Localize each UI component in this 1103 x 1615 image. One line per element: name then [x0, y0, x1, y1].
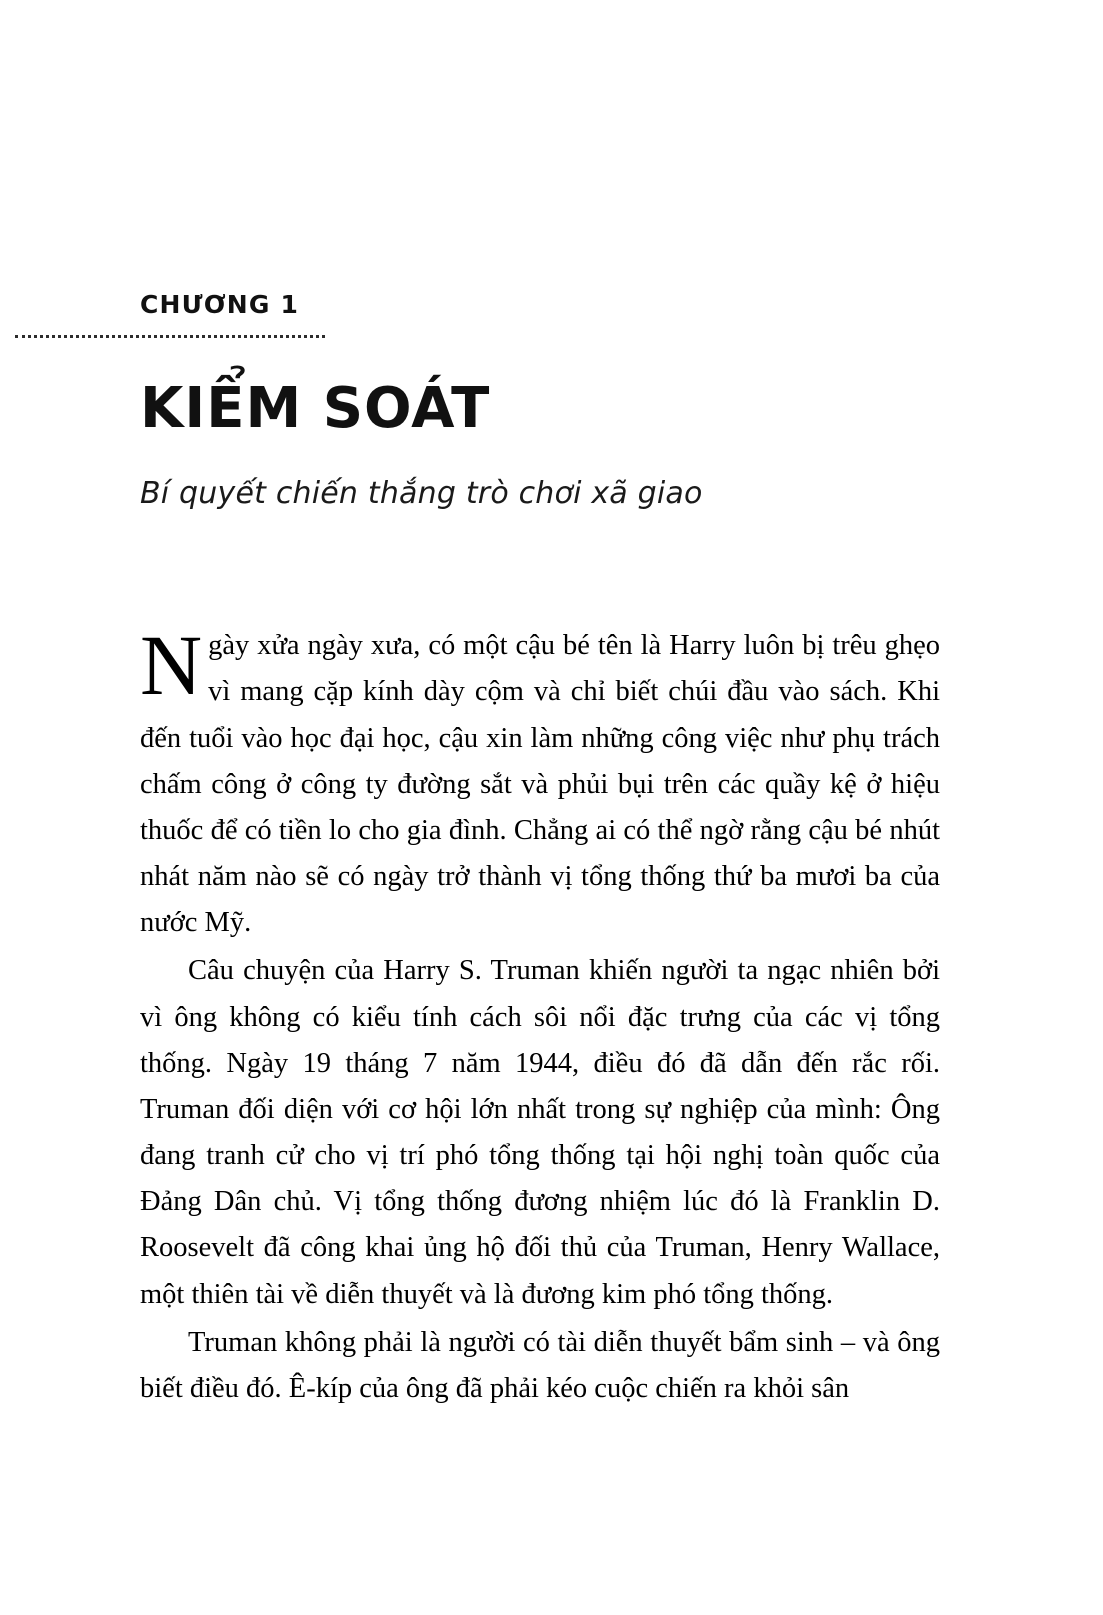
page-title: KIỂM SOÁT — [140, 376, 491, 441]
page-subtitle: Bí quyết chiến thắng trò chơi xã giao — [140, 476, 703, 512]
chapter-label: CHƯƠNG 1 — [140, 290, 300, 319]
drop-cap: N — [140, 617, 203, 714]
paragraph: Câu chuyện của Harry S. Truman khiến người ta ngạc nhiên bởi vì ông không có kiểu tính cách sôi nổi đặc trưng của các vị tổng thống. Ngày 19 tháng 7 năm 1944, điều đó đã dẫn đến rắc rối. Truman đối diện với cơ hội lớn nhất trong sự nghiệp của mình: Ông đang tranh cử cho vị trí phó tổng thống tại hội nghị toàn quốc của Đảng Dân chủ. Vị tổng thống đương nhiệm lúc đó là Franklin D. Roosevelt đã công khai ủng hộ đối thủ của Truman, Henry Wallace, một thiên tài về diễn thuyết và là đương kim phó tổng thống. — [140, 955, 940, 1310]
dotted-divider — [15, 335, 325, 338]
paragraph — [140, 617, 940, 946]
paragraph-text: gày xửa ngày xưa, có một cậu bé tên là Harry luôn bị trêu ghẹo vì mang cặp kính dày cộm và chỉ biết chúi đầu vào sách. Khi đến tuổi vào học đại học, cậu xin làm những công việc như phụ trách chấm công ở công ty đường sắt và phủi bụi trên các quầy kệ ở hiệu thuốc để có tiền lo cho gia đình. Chẳng ai có thể ngờ rằng cậu bé nhút nhát năm nào sẽ có ngày trở thành vị tổng thống thứ ba mươi ba của nước Mỹ. — [140, 630, 940, 939]
paragraph: Truman không phải là người có tài diễn thuyết bẩm sinh – và ông biết điều đó. Ê-kíp của ông đã phải kéo cuộc chiến ra khỏi sân — [140, 1326, 940, 1404]
page-content — [140, 0, 940, 1615]
body-text — [140, 617, 940, 1412]
